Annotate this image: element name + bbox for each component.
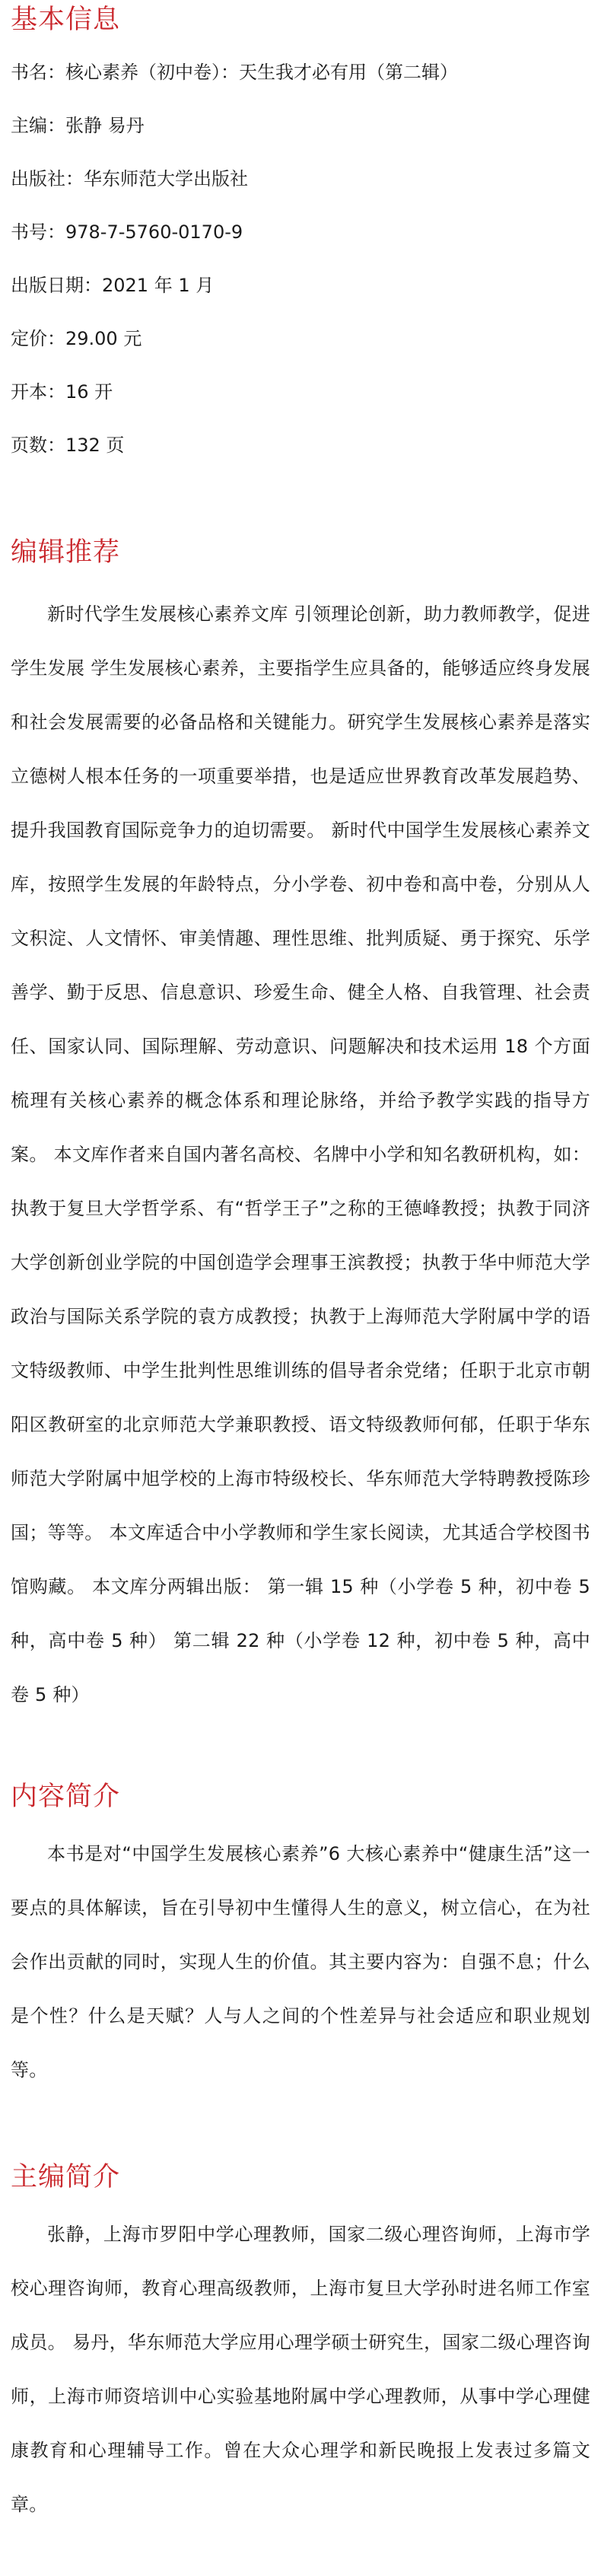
- book-format: 开本：16 开: [11, 381, 113, 403]
- publish-date: 出版日期：2021 年 1 月: [11, 275, 215, 296]
- isbn: 书号：978-7-5760-0170-9: [11, 221, 243, 243]
- page-count: 页数：132 页: [11, 435, 125, 456]
- basic-info-section: [11, 0, 590, 472]
- basic-info-heading: 基本信息: [11, 5, 121, 35]
- chief-editor: 主编：张静 易丹: [11, 115, 145, 136]
- price: 定价：29.00 元: [11, 328, 142, 349]
- author-intro-body: 张静，上海市罗阳中学心理教师，国家二级心理咨询师，上海市学校心理咨询师，教育心理高级教师，上海市复旦大学孙时进名师工作室成员。 易丹，华东师范大学应用心理学硕士研究生，国家二级心理咨询师，上海市师资培训中心实验基地附属中学心理教师，从事中学心理健康教育和心理辅导工作。曾在大众心理学和新民晚报上发表过多篇文章。: [11, 2224, 590, 2515]
- content-intro-section: [11, 1777, 590, 2097]
- content-intro-heading: 内容简介: [11, 1782, 121, 1812]
- editor-recommend-section: [11, 533, 590, 1722]
- editor-recommend-body: 新时代学生发展核心素养文库 引领理论创新，助力教师教学，促进学生发展 学生发展核心素养，主要指学生应具备的，能够适应终身发展和社会发展需要的必备品格和关键能力。研究学生发展核心素养是落实立德树人根本任务的一项重要举措，也是适应世界教育改革发展趋势、提升我国教育国际竞争力的迫切需要。 新时代中国学生发展核心素养文库，按照学生发展的年龄特点，分小学卷、初中卷和高中卷，分别从人文积淀、人文情怀、审美情趣、理性思维、批判质疑、勇于探究、乐学善学、勤于反思、信息意识、珍爱生命、健全人格、自我管理、社会责任、国家认同、国际理解、劳动意识、问题解决和技术运用 18 个方面梳理有关核心素养的概念体系和理论脉络，并给予教学实践的指导方案。 本文库作者来自国内著名高校、名牌中小学和知名教研机构，如：执教于复旦大学哲学系、有“哲学王子”之称的王德峰教授；执教于同济大学创新创业学院的中国创造学会理事王滨教授；执教于华中师范大学政治与国际关系学院的袁方成教授；执教于上海师范大学附属中学的语文特级教师、中学生批判性思维训练的倡导者余党绪；任职于北京市朝阳区教研室的北京师范大学兼职教授、语文特级教师何郁，任职于华东师范大学附属中旭学校的上海市特级校长、华东师范大学特聘教授陈珍国；等等。 本文库适合中小学教师和学生家长阅读，尤其适合学校图书馆购藏。 本文库分两辑出版： 第一辑 15 种（小学卷 5 种，初中卷 5 种，高中卷 5 种） 第二辑 22 种（小学卷 12 种，初中卷 5 种，高中卷 5 种）: [11, 603, 590, 1705]
- content-intro-body: 本书是对“中国学生发展核心素养”6 大核心素养中“健康生活”这一要点的具体解读，旨在引导初中生懂得人生的意义，树立信心，在为社会作出贡献的同时，实现人生的价值。其主要内容为：自强不息；什么是个性？什么是天赋？人与人之间的个性差异与社会适应和职业规划等。: [11, 1843, 590, 2081]
- publisher: 出版社：华东师范大学出版社: [11, 168, 248, 189]
- book-name: 书名：核心素养（初中卷）：天生我才必有用（第二辑）: [11, 62, 458, 83]
- author-intro-heading: 主编简介: [11, 2162, 121, 2192]
- editor-recommend-heading: 编辑推荐: [11, 537, 121, 568]
- author-intro-section: [11, 2157, 590, 2532]
